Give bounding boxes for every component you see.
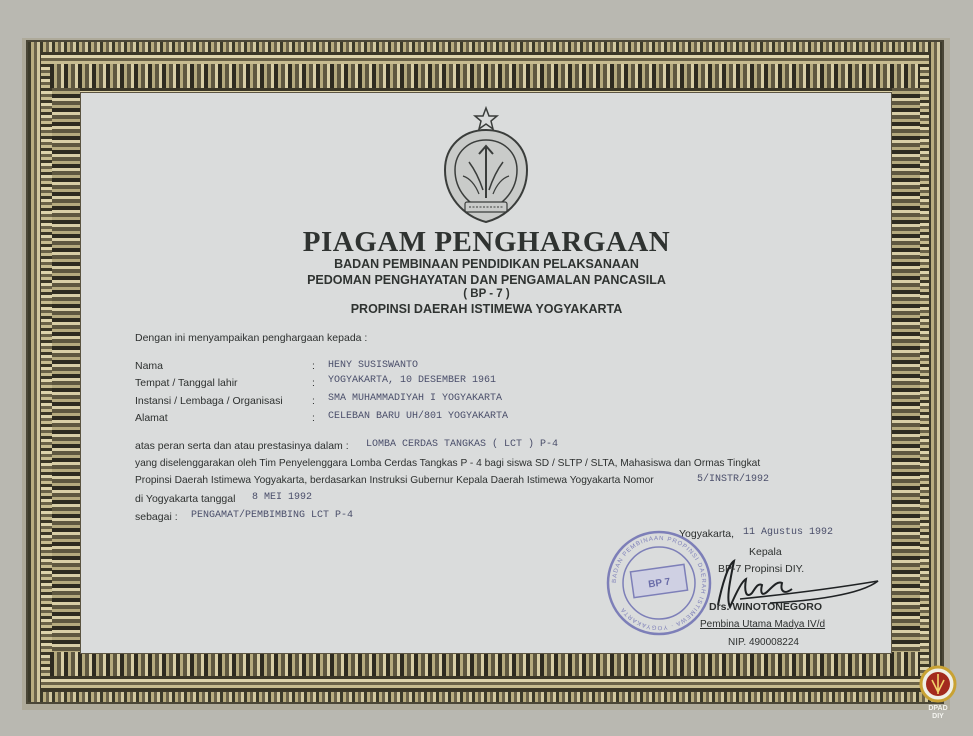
org-line-2: PEDOMAN PENGHAYATAN DAN PENGAMALAN PANCASILA — [307, 273, 666, 287]
logo-text-1: DPAD — [928, 705, 948, 712]
border-band-bottom — [50, 652, 920, 676]
border-band-top — [50, 64, 920, 88]
sign-place-prefix: Yogyakarta, — [679, 528, 735, 540]
field-sep-institution: : — [312, 395, 315, 407]
as-value: PENGAMAT/PEMBIMBING LCT P-4 — [191, 510, 354, 521]
field-label-address: Alamat — [135, 412, 168, 424]
intro-text: Dengan ini menyampaikan penghargaan kepada : — [135, 332, 368, 344]
sign-date: 11 Agustus 1992 — [743, 527, 834, 538]
stamp-center-text: BP 7 — [647, 576, 672, 591]
field-sep-name: : — [312, 360, 315, 372]
as-prefix: sebagai : — [135, 511, 178, 523]
sign-role-1: Kepala — [749, 546, 782, 558]
stamp-ring-text: BADAN PEMBINAAN PROPINSI DAERAH ISTIMEWA · YOGYAKARTA — [611, 535, 707, 631]
border-band-left — [52, 64, 80, 672]
field-label-institution: Instansi / Lembaga / Organisasi — [135, 395, 283, 407]
field-value-birth: YOGYAKARTA, 10 DESEMBER 1961 — [328, 375, 497, 386]
dpad-logo-icon — [918, 664, 958, 720]
coat-of-arms-emblem — [439, 106, 533, 224]
certificate-title: PIAGAM PENGHARGAAN — [302, 226, 671, 258]
org-line-4: PROPINSI DAERAH ISTIMEWA YOGYAKARTA — [350, 302, 623, 316]
org-line-3: ( BP - 7 ) — [463, 288, 510, 300]
sign-role-2: BP-7 Propinsi DIY. — [718, 563, 805, 575]
role-value: LOMBA CERDAS TANGKAS ( LCT ) P-4 — [366, 439, 559, 450]
signatory-nip: NIP. 490008224 — [728, 637, 799, 648]
body-line-1: yang diselenggarakan oleh Tim Penyelenggara Lomba Cerdas Tangkas P - 4 bagi siswa SD / SLTP / SLTA, Mahasiswa dan Ormas Tingkat — [135, 458, 761, 469]
field-label-name: Nama — [135, 360, 164, 372]
field-label-birth: Tempat / Tanggal lahir — [135, 377, 238, 389]
field-value-name: HENY SUSISWANTO — [328, 360, 419, 371]
date-value: 8 MEI 1992 — [252, 492, 313, 503]
role-prefix: atas peran serta dan atau prestasinya dalam : — [135, 440, 349, 452]
signatory-rank: Pembina Utama Madya IV/d — [700, 619, 826, 630]
org-line-1: BADAN PEMBINAAN PENDIDIKAN PELAKSANAAN — [334, 257, 639, 271]
date-prefix: di Yogyakarta tanggal — [135, 493, 236, 505]
signatory-name: Drs. WINOTONEGORO — [709, 601, 822, 613]
body-line-2: Propinsi Daerah Istimewa Yogyakarta, berdasarkan Instruksi Gubernur Kepala Daerah Istimewa Yogyakarta Nomor — [135, 475, 654, 486]
instruction-number: 5/INSTR/1992 — [697, 474, 770, 485]
official-stamp — [604, 528, 714, 638]
field-sep-address: : — [312, 412, 315, 424]
logo-text-2: DIY — [932, 713, 944, 720]
border-band-right — [892, 64, 920, 672]
field-sep-birth: : — [312, 377, 315, 389]
field-value-institution: SMA MUHAMMADIYAH I YOGYAKARTA — [328, 393, 503, 404]
field-value-address: CELEBAN BARU UH/801 YOGYAKARTA — [328, 411, 509, 422]
